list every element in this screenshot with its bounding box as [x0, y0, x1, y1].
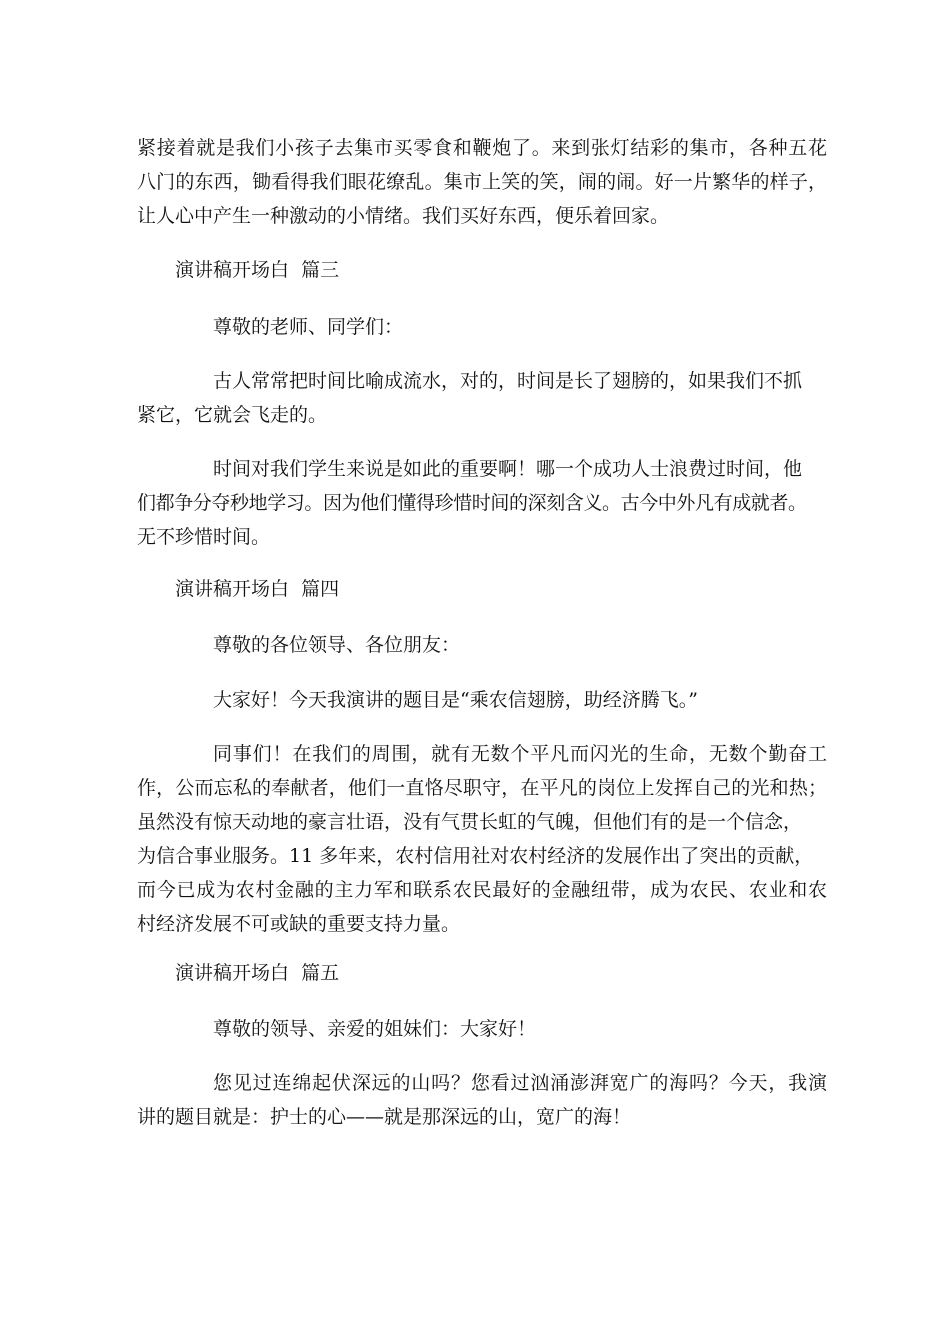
text-line: 古人常常把时间比喻成流水，对的，时间是长了翅膀的，如果我们不抓: [213, 370, 803, 392]
text-line: 您见过连绵起伏深远的山吗？您看过汹涌澎湃宽广的海吗？今天，我演: [213, 1072, 827, 1094]
text-line: 虽然没有惊天动地的豪言壮语，没有气贯长虹的气魄，但他们有的是一个信念，: [137, 811, 803, 833]
text-line: 为信合事业服务。11 多年来，农村信用社对农村经济的发展作出了突出的贡献，: [137, 845, 814, 867]
text-line: 紧接着就是我们小孩子去集市买零食和鞭炮了。来到张灯结彩的集市，各种五花: [137, 137, 827, 159]
paragraph-market: [137, 131, 827, 233]
text-line: 村经济发展不可或缺的重要支持力量。: [137, 913, 461, 935]
text-line: 大家好！今天我演讲的题目是“乘农信翅膀，助经济腾飞。”: [213, 689, 698, 711]
salutation: 尊敬的老师、同学们：: [213, 316, 404, 338]
text-line: 无不珍惜时间。: [137, 526, 271, 548]
section-heading: 演讲稿开场白 篇三: [175, 259, 340, 281]
heading-section-3: [137, 253, 827, 287]
salutation: 尊敬的各位领导、各位朋友：: [213, 634, 461, 656]
paragraph-time-2: [137, 452, 827, 554]
text-line: 八门的东西，锄看得我们眼花缭乱。集市上笑的笑，闹的闹。好一片繁华的样子，: [137, 171, 827, 193]
heading-section-5: [137, 956, 827, 990]
text-line: 让人心中产生一种激动的小情绪。我们买好东西，便乐着回家。: [137, 205, 670, 227]
salutation-section-4: [137, 628, 827, 662]
text-line: 同事们！在我们的周围，就有无数个平凡而闪光的生命，无数个勤奋工: [213, 743, 827, 765]
paragraph-nurse: [137, 1066, 827, 1134]
salutation-section-5: [137, 1012, 827, 1046]
text-line: 们都争分夺秒地学习。因为他们懂得珍惜时间的深刻含义。古今中外凡有成就者。: [137, 492, 807, 514]
salutation: 尊敬的领导、亲爱的姐妹们：大家好！: [213, 1018, 537, 1040]
heading-section-4: [137, 572, 827, 606]
paragraph-colleagues: [137, 737, 827, 941]
section-heading: 演讲稿开场白 篇五: [175, 962, 340, 984]
section-heading: 演讲稿开场白 篇四: [175, 578, 340, 600]
paragraph-greeting-4: [137, 683, 827, 717]
text-line: 作，公而忘私的奉献者，他们一直恪尽职守，在平凡的岗位上发挥自己的光和热；: [137, 777, 827, 799]
paragraph-time-1: [137, 364, 827, 432]
text-line: 时间对我们学生来说是如此的重要啊！哪一个成功人士浪费过时间，他: [213, 458, 803, 480]
text-line: 而今已成为农村金融的主力军和联系农民最好的金融纽带，成为农民、农业和农: [137, 879, 827, 901]
salutation-section-3: [137, 310, 827, 344]
text-line: 紧它，它就会飞走的。: [137, 404, 328, 426]
text-line: 讲的题目就是：护士的心——就是那深远的山，宽广的海！: [137, 1106, 632, 1128]
